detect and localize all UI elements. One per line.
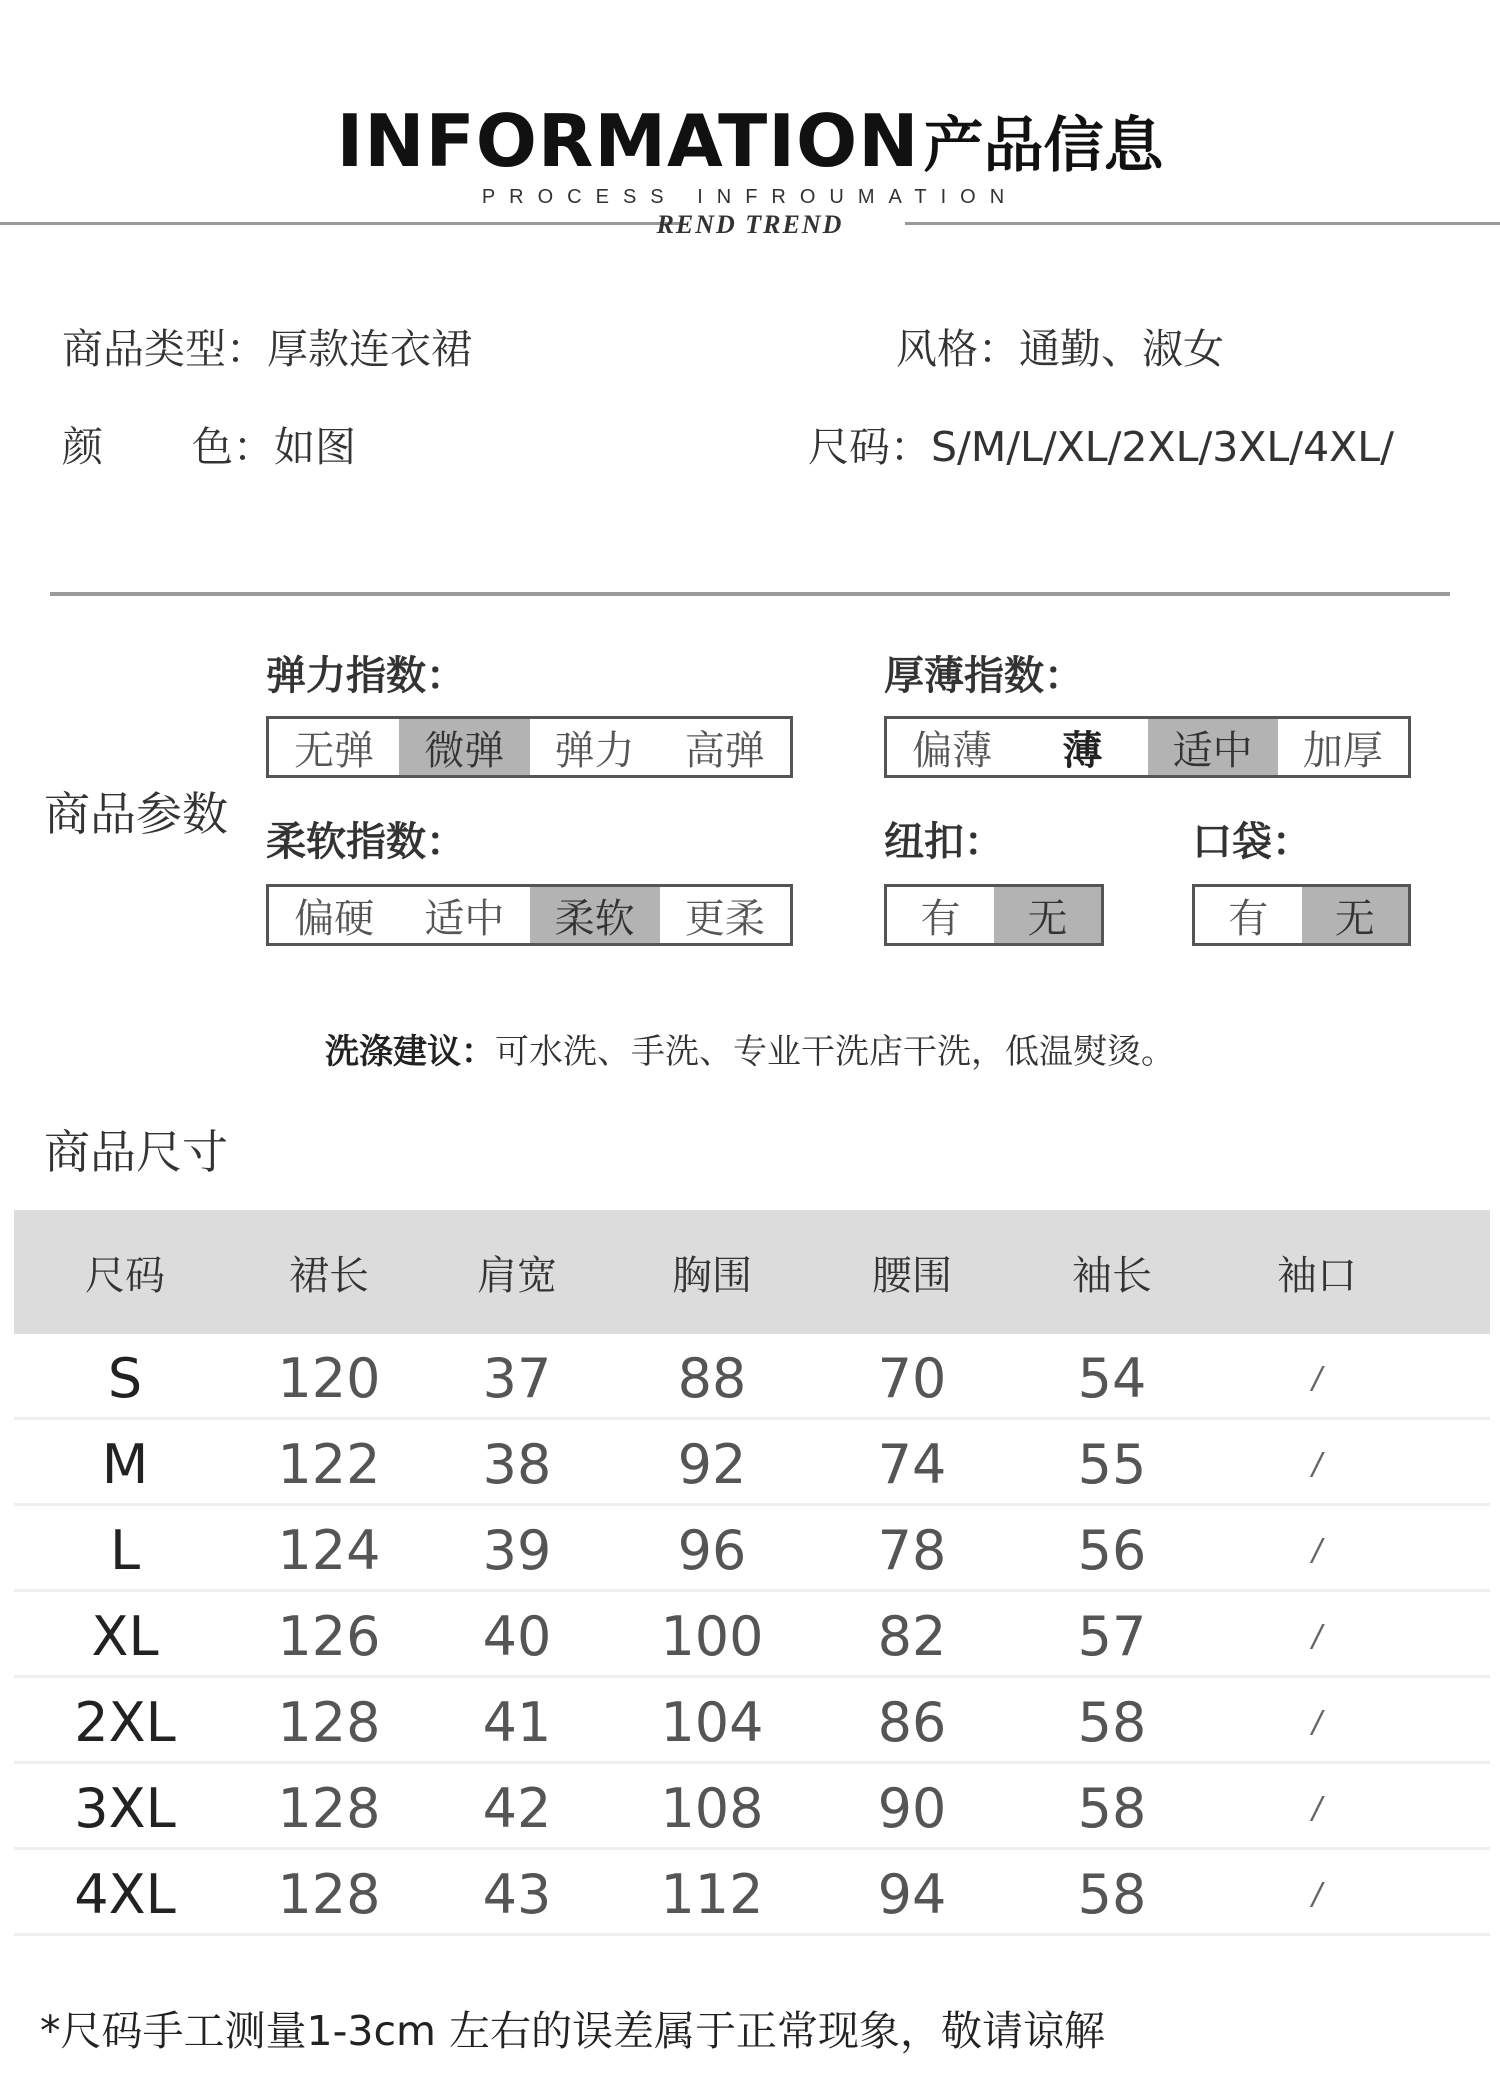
table-cell: 128 [277, 1777, 381, 1840]
table-row [14, 1506, 1490, 1592]
elasticity-option: 弹力 [554, 727, 635, 774]
table-cell: 55 [1077, 1433, 1147, 1496]
size-cell: L [109, 1519, 141, 1582]
size-list: 尺码：S/M/L/XL/2XL/3XL/4XL/ [808, 423, 1394, 471]
size-cell: 2XL [74, 1691, 176, 1754]
table-cell: 70 [877, 1347, 947, 1410]
table-cell: 92 [677, 1433, 747, 1496]
header-cell: 胸围 [672, 1252, 752, 1299]
size-cell: S [107, 1347, 143, 1410]
table-row [14, 1850, 1490, 1936]
table-cell: 58 [1077, 1777, 1147, 1840]
table-row [14, 1678, 1490, 1764]
header-cell: 袖口 [1277, 1252, 1357, 1299]
table-row [14, 1420, 1490, 1506]
pockets-option: 有 [1228, 895, 1269, 942]
table-cell: 54 [1077, 1347, 1147, 1410]
table-cell: 40 [482, 1605, 552, 1668]
table-cell: 104 [660, 1691, 764, 1754]
table-cell: 38 [482, 1433, 552, 1496]
table-cell: / [1311, 1619, 1323, 1654]
subtitle: PROCESS INFROUMATION [481, 186, 1019, 208]
header-cell: 腰围 [872, 1252, 952, 1299]
table-cell: 41 [482, 1691, 552, 1754]
trend-text: REND TREND [656, 210, 844, 239]
table-cell: 58 [1077, 1691, 1147, 1754]
thickness-option: 偏薄 [912, 727, 993, 774]
table-cell: 88 [677, 1347, 747, 1410]
header-cell: 尺码 [85, 1252, 165, 1299]
wash-text: 可水洗、手洗、专业干洗店干洗，低温熨烫。 [495, 1032, 1175, 1072]
wash-advice [0, 1024, 1500, 1073]
table-cell: 100 [660, 1605, 764, 1668]
page-title [0, 98, 1500, 184]
elasticity-option: 高弹 [684, 727, 765, 774]
softness-scale [266, 884, 793, 946]
title-english: INFORMATION [336, 99, 920, 183]
table-cell: 58 [1077, 1863, 1147, 1926]
thickness-option: 加厚 [1302, 727, 1383, 774]
table-cell: 90 [877, 1777, 947, 1840]
table-cell: 42 [482, 1777, 552, 1840]
softness-title: 柔软指数： [266, 819, 466, 865]
table-body [14, 1334, 1490, 1936]
size-table [14, 1210, 1490, 1936]
table-cell: / [1311, 1447, 1323, 1482]
size-table-title: 商品尺寸 [44, 1125, 228, 1179]
softness-option-selected: 柔软 [530, 887, 660, 943]
table-cell: 96 [677, 1519, 747, 1582]
color-value: 色：如图 [192, 423, 356, 471]
table-cell: 126 [277, 1605, 381, 1668]
thickness-option: 薄 [1062, 727, 1103, 774]
size-cell: XL [91, 1605, 159, 1668]
header-cell: 袖长 [1072, 1252, 1152, 1299]
table-cell: 74 [877, 1433, 947, 1496]
pockets-scale [1192, 884, 1411, 946]
thickness-option-selected: 适中 [1148, 719, 1278, 775]
table-cell: 128 [277, 1863, 381, 1926]
header-cell: 肩宽 [477, 1252, 557, 1299]
table-cell: / [1311, 1791, 1323, 1826]
section-divider [50, 592, 1450, 596]
measurement-note: *尺码手工测量1-3cm 左右的误差属于正常现象，敬请谅解 [40, 2007, 1105, 2055]
size-cell: 3XL [74, 1777, 176, 1840]
buttons-option-selected: 无 [994, 887, 1101, 943]
pockets-title: 口袋： [1192, 819, 1312, 865]
table-cell: 94 [877, 1863, 947, 1926]
elasticity-title: 弹力指数： [266, 653, 466, 699]
table-cell: 86 [877, 1691, 947, 1754]
size-cell: 4XL [74, 1863, 176, 1926]
params-label: 商品参数 [44, 787, 228, 841]
table-cell: / [1311, 1361, 1323, 1396]
table-cell: 112 [660, 1863, 764, 1926]
table-header [14, 1210, 1490, 1334]
elasticity-option-selected: 微弹 [399, 719, 529, 775]
thickness-scale [884, 716, 1411, 778]
softness-option: 适中 [424, 895, 505, 942]
softness-option: 更柔 [684, 895, 765, 942]
elasticity-option: 无弹 [294, 727, 375, 774]
product-style: 风格：通勤、淑女 [896, 325, 1224, 373]
table-cell: 120 [277, 1347, 381, 1410]
table-row [14, 1334, 1490, 1420]
table-cell: / [1311, 1705, 1323, 1740]
buttons-title: 纽扣： [884, 819, 1004, 865]
table-cell: 56 [1077, 1519, 1147, 1582]
table-cell: 128 [277, 1691, 381, 1754]
buttons-option: 有 [920, 895, 961, 942]
thickness-title: 厚薄指数： [884, 653, 1084, 699]
wash-label: 洗涤建议： [325, 1032, 495, 1072]
header-cell: 裙长 [289, 1252, 369, 1299]
table-cell: 78 [877, 1519, 947, 1582]
table-cell: 37 [482, 1347, 552, 1410]
table-cell: 82 [877, 1605, 947, 1668]
softness-option: 偏硬 [294, 895, 375, 942]
table-row [14, 1764, 1490, 1850]
table-cell: 43 [482, 1863, 552, 1926]
table-cell: / [1311, 1877, 1323, 1912]
pockets-option-selected: 无 [1302, 887, 1409, 943]
table-cell: 108 [660, 1777, 764, 1840]
size-cell: M [101, 1433, 149, 1496]
title-chinese: 产品信息 [923, 111, 1164, 181]
buttons-scale [884, 884, 1104, 946]
color-label: 颜 [62, 423, 103, 471]
table-cell: 122 [277, 1433, 381, 1496]
table-cell: / [1311, 1533, 1323, 1568]
table-row [14, 1592, 1490, 1678]
product-type: 商品类型：厚款连衣裙 [62, 325, 472, 373]
table-cell: 57 [1077, 1605, 1147, 1668]
table-cell: 124 [277, 1519, 381, 1582]
elasticity-scale [266, 716, 793, 778]
table-cell: 39 [482, 1519, 552, 1582]
